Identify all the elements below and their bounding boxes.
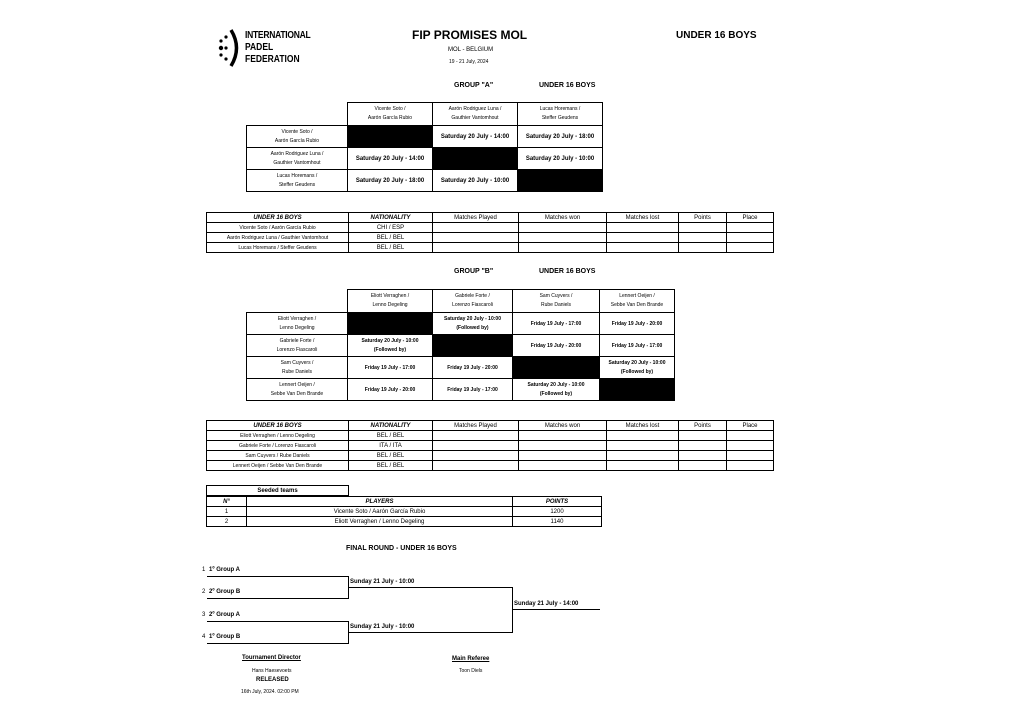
semifinal-1-time: Sunday 21 July - 10:00 [350,579,415,585]
seeded-teams-table [206,496,602,527]
table-row [207,461,774,471]
table-row [207,451,774,461]
match-time: Saturday 20 July - 14:00 [348,148,433,170]
match-time: Friday 19 July - 20:00 [433,357,513,379]
group-b-matrix [246,289,675,401]
team-nationality: CHI / ESP [349,223,433,233]
group-a-label: GROUP "A" [454,82,494,89]
standings-header-lost: Matches lost [607,421,679,431]
team-nationality: BEL / BEL [349,431,433,441]
seed-points: 1200 [513,507,602,517]
bracket-slot-number: 4 [202,634,206,640]
match-time: Friday 19 July - 17:00 [348,357,433,379]
match-time: Saturday 20 July - 10:00 [433,170,518,192]
released-date: 16th July, 2024. 02:00 PM [241,689,299,695]
semifinal-2-time: Sunday 21 July - 10:00 [350,624,415,630]
bracket-slot-label: 2º Group B [209,589,241,595]
seed-number: 2 [207,517,247,527]
team-name: Lennert Oeijen / Sebbe Van Den Brande [207,461,349,471]
bracket-line [512,609,600,610]
table-row [207,431,774,441]
seed-players: Vicente Soto / Aarón García Rubio [247,507,513,517]
standings-header-won: Matches won [519,213,607,223]
final-match-time: Sunday 21 July - 14:00 [514,601,579,607]
released-label: RELEASED [256,677,289,683]
standings-header-played: Matches Played [433,213,519,223]
table-row [207,507,602,517]
standings-header-place: Place [727,421,774,431]
standings-header-category: UNDER 16 BOYS [207,421,349,431]
match-time: Saturday 20 July - 18:00 [518,126,603,148]
match-time: Saturday 20 July - 14:00 [433,126,518,148]
table-row [207,517,602,527]
standings-header-lost: Matches lost [607,213,679,223]
bracket-slot-number: 1 [202,567,206,573]
main-referee-name: Toon Diels [459,668,483,674]
team-nationality: BEL / BEL [349,451,433,461]
team-name: Aarón Rodriguez Luna / Gauthier Vantomhout [207,233,349,243]
match-time: Friday 19 July - 17:00 [433,379,513,401]
self-match-blank [518,170,603,192]
group-a-row-header: Vicente Soto / Aarón García Rubio [247,126,348,148]
event-dates: 19 - 21 July, 2024 [449,59,489,65]
team-name: Sam Cuyvers / Rube Daniels [207,451,349,461]
group-b-col-header: Sam Cuyvers / Rube Daniels [513,290,600,313]
padel-racket-logo-icon [215,28,241,68]
bracket-slot-number: 2 [202,589,206,595]
match-time: Saturday 20 July - 10:00 [518,148,603,170]
match-time: Saturday 20 July - 10:00 (Followed by) [600,357,675,379]
table-row [207,243,774,253]
bracket-slot-number: 3 [202,612,206,618]
logo-line-1: INTERNATIONAL [245,30,311,41]
team-nationality: BEL / BEL [349,243,433,253]
group-b-row-header: Eliott Verraghen / Lenno Degeling [247,313,348,335]
seeded-header-number: N° [207,497,247,507]
main-referee-title: Main Referee [452,656,490,662]
seeded-teams-title: Seeded teams [207,486,349,496]
bracket-line [207,643,348,644]
match-time: Friday 19 July - 20:00 [600,313,675,335]
group-b-row-header: Gabriele Forte / Lorenzo Fiascaroli [247,335,348,357]
group-b-label: GROUP "B" [454,268,494,275]
table-row [207,441,774,451]
group-b-col-header: Lennert Oeijen / Sebbe Van Den Brande [600,290,675,313]
group-b-row-header: Sam Cuyvers / Rube Daniels [247,357,348,379]
tournament-director-title: Tournament Director [242,655,301,661]
standings-header-played: Matches Played [433,421,519,431]
group-a-row-header: Lucas Horemans / Steffer Geudens [247,170,348,192]
matrix-corner [247,103,348,126]
group-a-row-header: Aarón Rodriguez Luna / Gauthier Vantomhout [247,148,348,170]
bracket-line [348,632,512,633]
logo-line-3: FEDERATION [245,54,300,65]
team-name: Eliott Verraghen / Lenno Degeling [207,431,349,441]
fip-logo [215,28,311,68]
seeded-header-players: PLAYERS [247,497,513,507]
bracket-slot-label: 1º Group A [209,567,240,573]
bracket-line [512,587,513,633]
match-time: Saturday 20 July - 10:00 (Followed by) [348,335,433,357]
table-row [207,233,774,243]
bracket-line [348,587,512,588]
table-row [207,223,774,233]
bracket-line [207,621,348,622]
group-b-row-header: Lennert Oeijen / Sebbe Van Den Brande [247,379,348,401]
match-time: Friday 19 July - 20:00 [513,335,600,357]
page-title: FIP PROMISES MOL [412,28,528,42]
seeded-teams-title-box [206,485,349,496]
seed-points: 1140 [513,517,602,527]
self-match-blank [513,357,600,379]
self-match-blank [348,126,433,148]
group-b-col-header: Eliott Verraghen / Lenno Degeling [348,290,433,313]
match-time: Friday 19 July - 20:00 [348,379,433,401]
group-a-category: UNDER 16 BOYS [539,82,596,89]
bracket-slot-label: 2º Group A [209,612,240,618]
team-name: Lucas Horemans / Steffer Geudens [207,243,349,253]
match-time: Saturday 20 July - 18:00 [348,170,433,192]
standings-header-nationality: NATIONALITY [349,213,433,223]
team-name: Gabriele Forte / Lorenzo Fiascaroli [207,441,349,451]
group-b-standings [206,420,774,471]
match-time: Friday 19 July - 17:00 [600,335,675,357]
team-nationality: BEL / BEL [349,233,433,243]
team-nationality: ITA / ITA [349,441,433,451]
seed-players: Eliott Verraghen / Lenno Degeling [247,517,513,527]
match-time: Friday 19 July - 17:00 [513,313,600,335]
group-b-category: UNDER 16 BOYS [539,268,596,275]
page-category: UNDER 16 BOYS [676,30,757,41]
standings-header-category: UNDER 16 BOYS [207,213,349,223]
match-time: Saturday 20 July - 10:00 (Followed by) [513,379,600,401]
standings-header-points: Points [679,421,727,431]
bracket-line [207,598,348,599]
standings-header-nationality: NATIONALITY [349,421,433,431]
bracket-line [207,576,348,577]
team-nationality: BEL / BEL [349,461,433,471]
group-a-col-header: Vicente Soto / Aarón García Rubio [348,103,433,126]
self-match-blank [433,335,513,357]
seed-number: 1 [207,507,247,517]
standings-header-points: Points [679,213,727,223]
event-location: MOL - BELGIUM [448,47,494,53]
tournament-director-name: Hans Haesevoets [252,668,292,674]
seeded-header-points: POINTS [513,497,602,507]
standings-header-place: Place [727,213,774,223]
group-a-col-header: Lucas Horemans / Steffer Geudens [518,103,603,126]
self-match-blank [348,313,433,335]
matrix-corner [247,290,348,313]
group-a-matrix [246,102,603,192]
self-match-blank [433,148,518,170]
group-b-col-header: Gabriele Forte / Lorenzo Fiascaroli [433,290,513,313]
group-a-col-header: Aarón Rodriguez Luna / Gauthier Vantomhout [433,103,518,126]
group-a-standings [206,212,774,253]
team-name: Vicente Soto / Aarón García Rubio [207,223,349,233]
logo-line-2: PADEL [245,42,274,53]
bracket-slot-label: 1º Group B [209,634,241,640]
standings-header-won: Matches won [519,421,607,431]
self-match-blank [600,379,675,401]
match-time: Saturday 20 July - 10:00 (Followed by) [433,313,513,335]
final-round-title: FINAL ROUND - UNDER 16 BOYS [346,545,457,552]
